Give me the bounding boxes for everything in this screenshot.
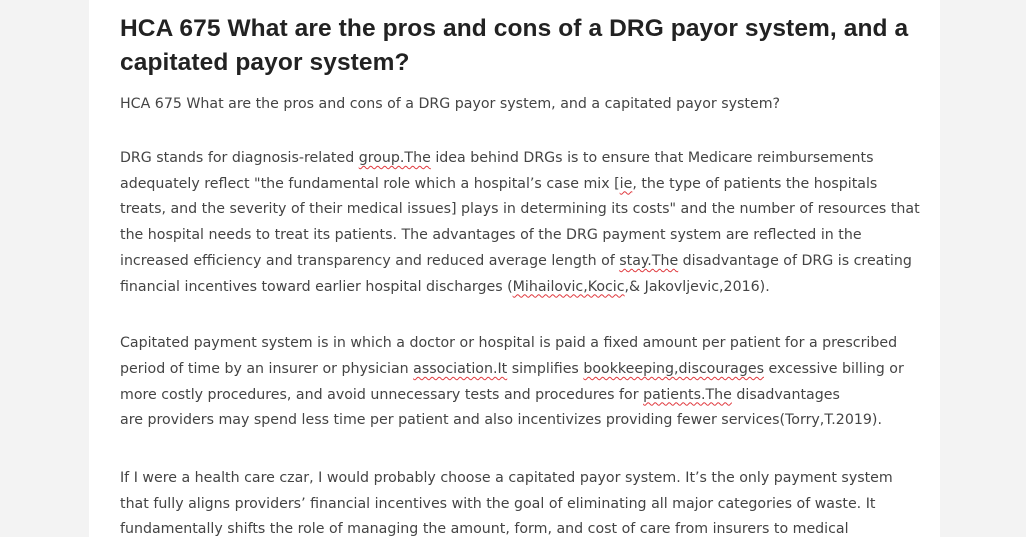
article-content [120,12,920,537]
paragraph-drg [120,146,920,300]
paragraph-line: DRG stands for diagnosis-related group.The idea behind DRGs is to ensure that Medicare reimbursements [120,150,874,166]
paragraph-capitated [120,331,910,434]
paragraph-line: financial incentives toward earlier hospital discharges (Mihailovic,Kocic,& Jakovljevic,2016). [120,278,770,295]
misspelled-word: association.It [413,360,508,377]
misspelled-word: ie [619,175,633,192]
misspelled-word: bookkeeping,discourages [583,360,764,377]
paragraph-line: fundamentally shifts the role of managing the amount, form, and cost of care from insurers to medical [120,521,849,537]
article-subtitle: HCA 675 What are the pros and cons of a DRG payor system, and a capitated payor system? [120,96,781,112]
paragraph-line: more costly procedures, and avoid unnecessary tests and procedures for patients.The disadvantages [120,386,840,403]
misspelled-word: group.The [358,150,431,166]
article-page [89,0,940,537]
paragraph-czar [120,466,910,537]
paragraph-line: adequately reflect "the fundamental role which a hospital’s case mix [ie, the type of patients the hospitals [120,175,878,192]
misspelled-word: stay.The [619,252,679,269]
paragraph-line: treats, and the severity of their medical issues] plays in determining its costs" and the number of resources that [120,201,920,218]
paragraph-line: that fully aligns providers’ financial incentives with the goal of eliminating all major categories of waste. It [120,495,876,512]
misspelled-word: patients.The [643,386,732,403]
paragraph-line: If I were a health care czar, I would probably choose a capitated payor system. It’s the only payment system [120,470,893,487]
paragraph-line: increased efficiency and transparency and reduced average length of stay.The disadvantage of DRG is creating [120,252,912,269]
paragraph-line: the hospital needs to treat its patients. The advantages of the DRG payment system are reflected in the [120,227,862,244]
paragraph-line: are providers may spend less time per patient and also incentivizes providing fewer services(Torry,T.2019). [120,412,882,429]
paragraph-line: period of time by an insurer or physician association.It simplifies bookkeeping,discourages excessive billing or [120,360,904,377]
misspelled-word: Mihailovic,Kocic [512,278,625,295]
article-title: HCA 675 What are the pros and cons of a DRG payor system, and a capitated payor system? [120,15,909,76]
paragraph-line: Capitated payment system is in which a doctor or hospital is paid a fixed amount per patient for a prescribed [120,335,898,352]
